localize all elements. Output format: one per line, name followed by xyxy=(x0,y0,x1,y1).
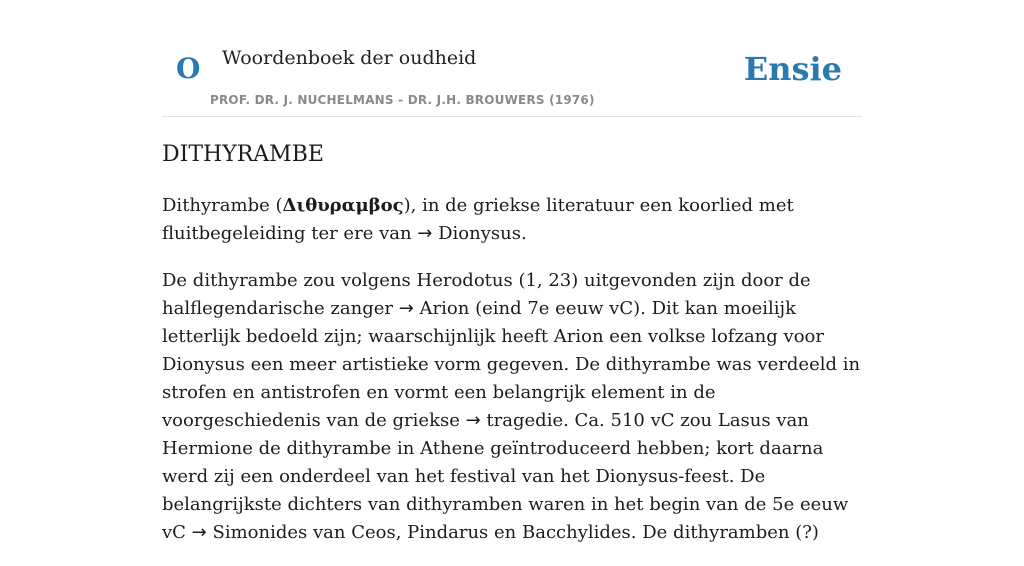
page xyxy=(162,0,862,543)
brand-logo[interactable]: Ensie xyxy=(743,50,842,88)
p1-lead: Dithyrambe ( xyxy=(162,195,283,216)
letter-badge[interactable]: O xyxy=(176,52,201,85)
book-authors: PROF. DR. J. NUCHELMANS - DR. J.H. BROUWERS (1976) xyxy=(210,93,595,107)
p2-text-4: , Pindarus en Bacchylides. De dithyramben (?) xyxy=(395,522,819,543)
arrow-icon: → xyxy=(191,522,207,543)
entry-title: DITHYRAMBE xyxy=(162,142,324,167)
p1-end: . xyxy=(520,223,527,244)
paragraph-2 xyxy=(162,267,862,547)
p2-text-1: De dithyrambe zou volgens Herodotus (1, 23) uitgevonden zijn door de halflegendarische zanger xyxy=(162,270,811,319)
p1-mid: ), in de griekse literatuur een koorlied met fluitbegeleiding ter ere van xyxy=(162,195,794,244)
link-arion[interactable]: Arion xyxy=(419,298,470,319)
entry-content xyxy=(162,192,862,566)
link-dionysus[interactable]: Dionysus xyxy=(438,223,521,244)
arrow-icon: → xyxy=(417,223,433,244)
p2-text-3: . Ca. 510 vC zou Lasus van Hermione de dithyrambe in Athene geïntroduceerd hebben; kort daarna werd zij een onderdeel van het festival van het Dionysus-feest. De belangrijkste dichters van dithyramben waren in het begin van de 5e eeuw vC xyxy=(162,410,849,543)
greek-term: Διθυραμβος xyxy=(282,195,404,216)
p2-text-2: (eind 7e eeuw vC). Dit kan moeilijk letterlijk bedoeld zijn; waarschijnlijk heeft Arion een volkse lofzang voor Dionysus een meer artistieke vorm gegeven. De dithyrambe was verdeeld in strofen en antistrofen en vormt een belangrijk element in de voorgeschiedenis van de griekse xyxy=(162,298,861,431)
book-title[interactable]: Woordenboek der oudheid xyxy=(222,47,477,69)
paragraph-1 xyxy=(162,192,862,248)
link-simonides[interactable]: Simonides van Ceos xyxy=(212,522,396,543)
link-tragedie[interactable]: tragedie xyxy=(486,410,564,431)
arrow-icon: → xyxy=(465,410,481,431)
arrow-icon: → xyxy=(398,298,414,319)
header xyxy=(162,0,862,117)
